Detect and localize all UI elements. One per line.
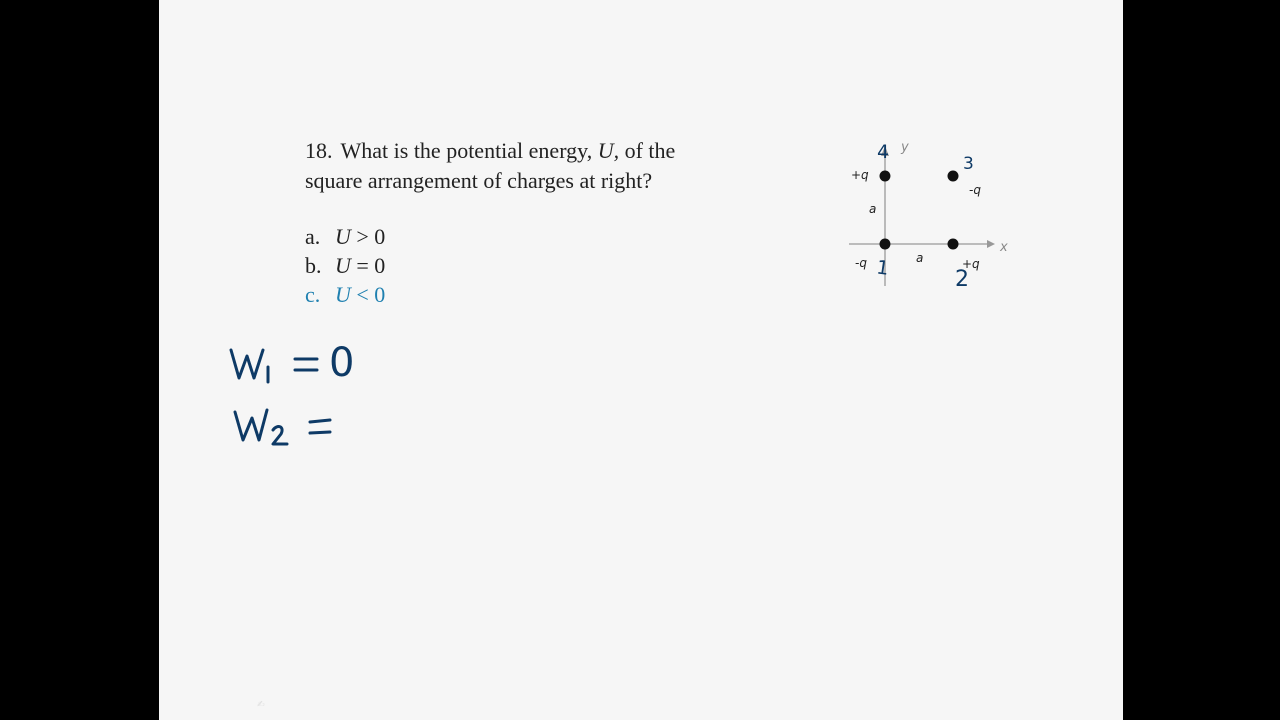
- charge-diagram: [819, 120, 1019, 300]
- option-c: [305, 280, 385, 309]
- y-axis-label: y: [901, 140, 909, 155]
- option-b: [305, 251, 385, 280]
- side-label-bottom: a: [916, 251, 924, 265]
- slide-page: [159, 0, 1123, 720]
- charge-1-label: -q: [855, 256, 867, 270]
- side-label-left: a: [869, 202, 877, 216]
- question-line-2: square arrangement of charges at right?: [305, 168, 653, 193]
- option-variable: U: [335, 282, 351, 307]
- charge-3-dot: [948, 171, 959, 182]
- handwritten-work: [219, 330, 399, 460]
- option-variable: U: [335, 253, 351, 278]
- charge-3-index: 3: [963, 154, 974, 174]
- charge-4-label: +q: [851, 168, 869, 182]
- charge-4-dot: [880, 171, 891, 182]
- question-number: 18.: [305, 138, 333, 163]
- option-a: [305, 222, 385, 251]
- x-axis-label: x: [1000, 240, 1008, 255]
- answer-options: [305, 222, 385, 309]
- charge-2-dot: [948, 239, 959, 250]
- charge-1-index: 1: [875, 256, 891, 280]
- option-variable: U: [335, 224, 351, 249]
- charge-2-index: 2: [955, 267, 969, 292]
- watermark-mark: ✍: [257, 700, 265, 710]
- option-relation: < 0: [350, 282, 386, 307]
- handwritten-equals-1: [295, 359, 317, 370]
- option-relation: = 0: [350, 253, 386, 278]
- question-text-part: What is the potential energy,: [340, 138, 598, 163]
- option-letter: b.: [305, 253, 322, 278]
- question-text: [305, 136, 745, 196]
- charge-2-label: +q: [962, 257, 980, 271]
- question-line-1: [305, 136, 745, 166]
- handwritten-equals-2: [310, 420, 330, 433]
- option-letter: c.: [305, 282, 321, 307]
- charge-3-label: -q: [969, 183, 981, 197]
- charge-1-dot: [880, 239, 891, 250]
- option-letter: a.: [305, 224, 321, 249]
- question-variable: U,: [597, 138, 620, 163]
- x-axis-arrow: [987, 240, 995, 248]
- handwritten-w1: [231, 350, 268, 382]
- charge-4-index: 4: [877, 141, 890, 163]
- handwritten-w2: [235, 410, 287, 444]
- option-relation: > 0: [350, 224, 386, 249]
- question-text-part: of the: [619, 138, 676, 163]
- handwritten-value-1: 0: [329, 340, 355, 386]
